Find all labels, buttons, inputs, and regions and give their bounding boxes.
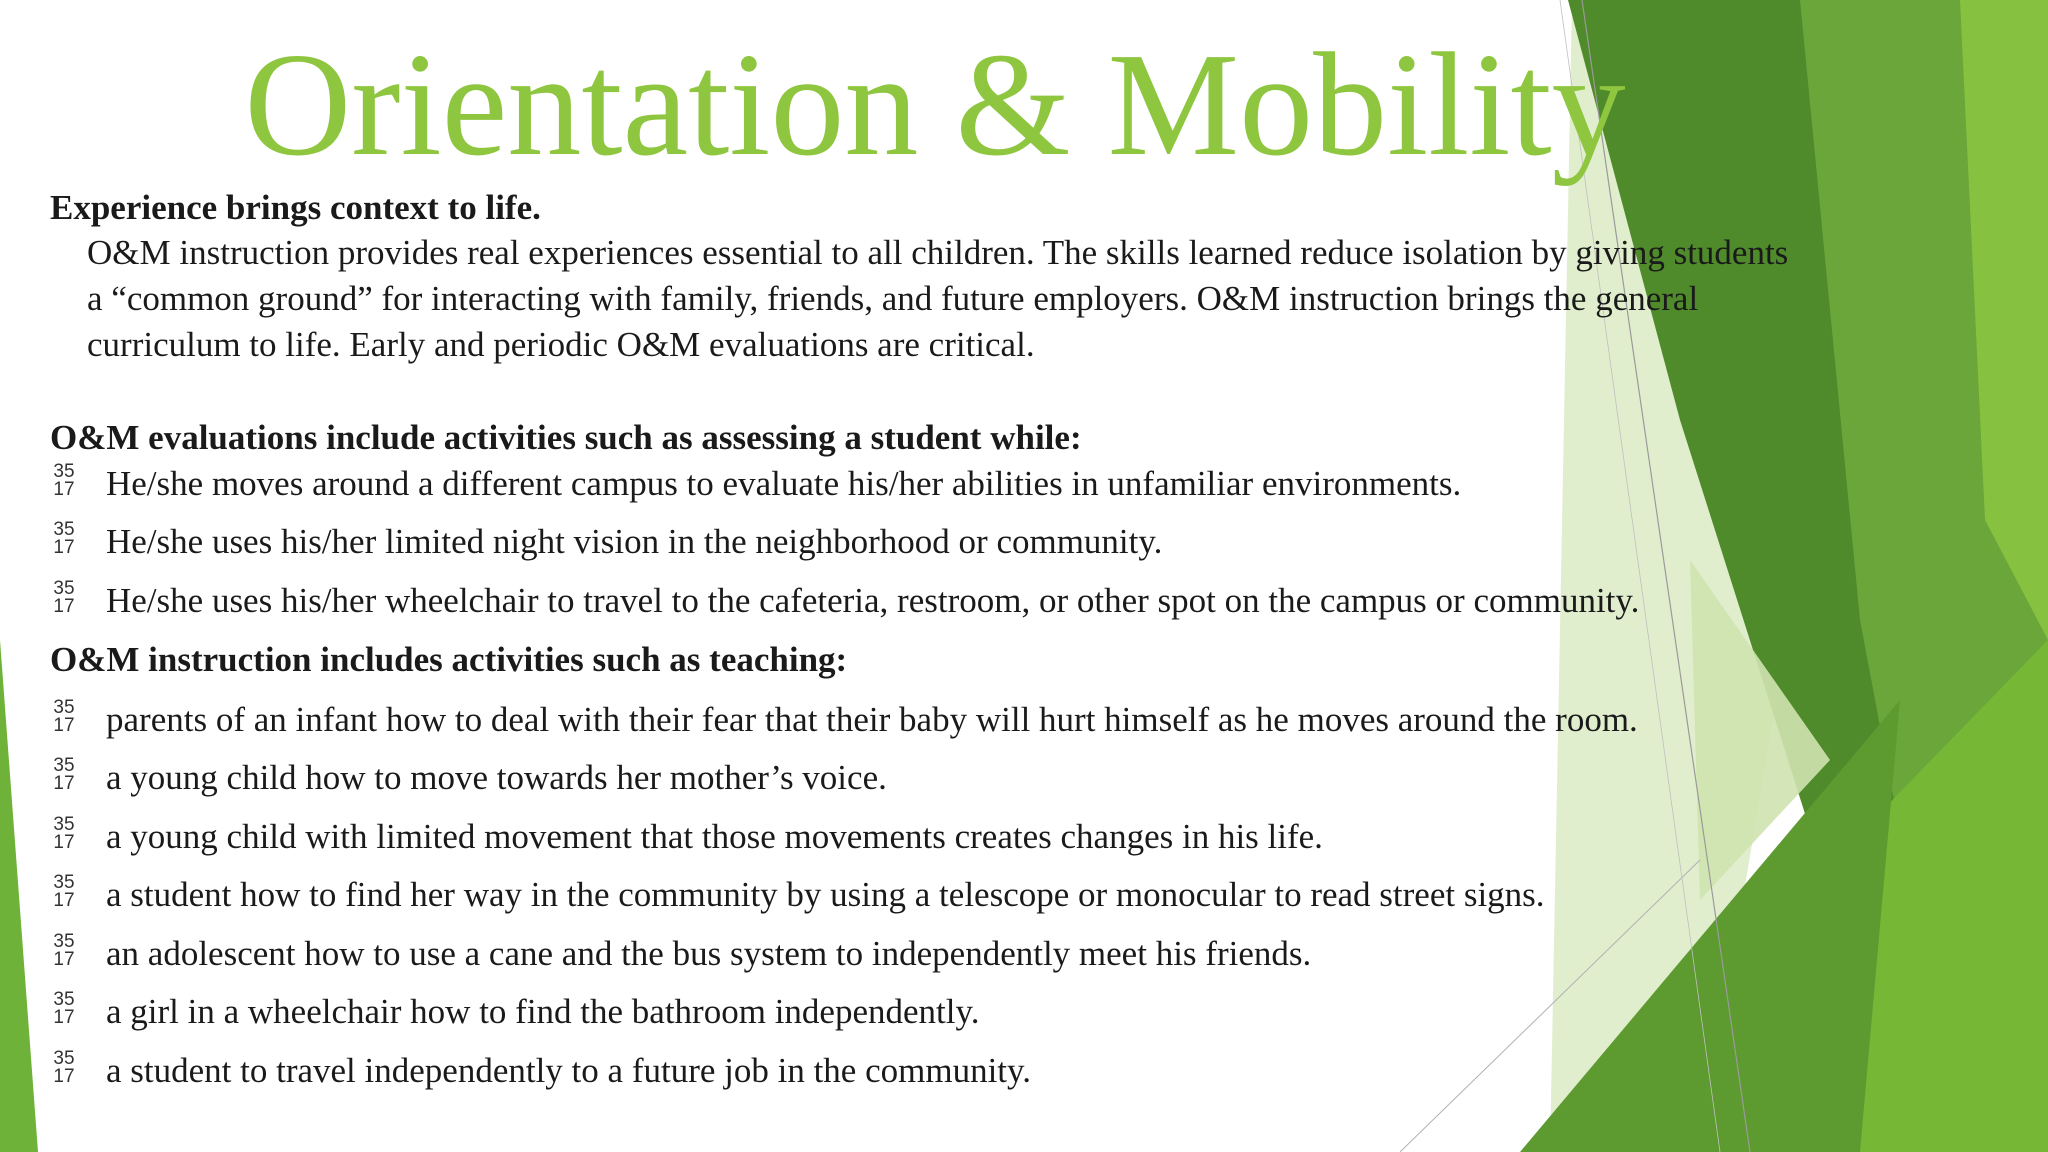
bullet-glyph-icon: 35 17: [53, 931, 75, 970]
bullet-text: a student to travel independently to a future job in the community.: [106, 1051, 1032, 1090]
bullet-text: He/she uses his/her limited night vision in the neighborhood or community.: [106, 522, 1163, 561]
paragraph-line: a “common ground” for interacting with family, friends, and future employers. O&M instruction brings the general: [87, 279, 1699, 318]
bullet-text: parents of an infant how to deal with their fear that their baby will hurt himself as he moves around the room.: [106, 700, 1638, 739]
paragraph-line: O&M instruction provides real experiences essential to all children. The skills learned reduce isolation by giving students: [87, 233, 1789, 272]
slide-title: Orientation & Mobility: [244, 23, 1626, 187]
bullet-glyph-icon: 35 17: [53, 578, 75, 617]
bullet-text: a girl in a wheelchair how to find the bathroom independently.: [106, 992, 980, 1031]
paragraph-line: curriculum to life. Early and periodic O&M evaluations are critical.: [87, 325, 1035, 364]
bullet-glyph-icon: 35 17: [53, 755, 75, 794]
section-heading-instruction: O&M instruction includes activities such as teaching:: [50, 640, 848, 679]
bullet-text: a student how to find her way in the community by using a telescope or monocular to read street signs.: [106, 875, 1545, 914]
section-heading-evaluations: O&M evaluations include activities such as assessing a student while:: [50, 418, 1082, 457]
bullet-glyph-icon: 35 17: [53, 1048, 75, 1087]
bullet-glyph-icon: 35 17: [53, 814, 75, 853]
section-heading-experience: Experience brings context to life.: [50, 188, 541, 227]
bullet-text: a young child how to move towards her mother’s voice.: [106, 758, 887, 797]
bullet-text: a young child with limited movement that those movements creates changes in his life.: [106, 817, 1323, 856]
bullet-text: He/she moves around a different campus to evaluate his/her abilities in unfamiliar environments.: [106, 464, 1462, 503]
bullet-glyph-icon: 35 17: [53, 519, 75, 558]
bullet-glyph-icon: 35 17: [53, 989, 75, 1028]
bullet-text: an adolescent how to use a cane and the bus system to independently meet his friends.: [106, 934, 1312, 973]
bullet-glyph-icon: 35 17: [53, 461, 75, 500]
bullet-glyph-icon: 35 17: [53, 872, 75, 911]
bullet-glyph-icon: 35 17: [53, 697, 75, 736]
bullet-text: He/she uses his/her wheelchair to travel to the cafeteria, restroom, or other spot on the campus or community.: [106, 581, 1640, 620]
